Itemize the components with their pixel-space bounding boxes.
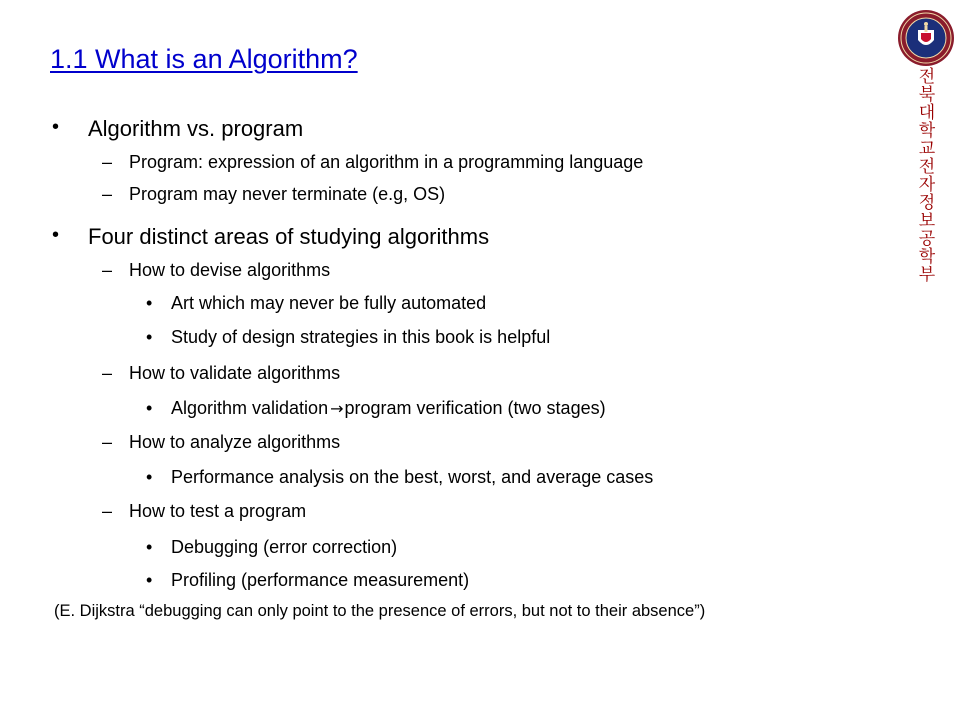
bullet-text-group	[171, 398, 606, 419]
bullet-marker: •	[52, 116, 60, 138]
bullet-text: program verification (two stages)	[344, 398, 606, 418]
bullet-marker: •	[52, 224, 60, 246]
bullet-marker: •	[146, 570, 153, 590]
bullet-text: Art which may never be fully automated	[171, 293, 487, 313]
arrow-right-icon: →	[330, 399, 344, 418]
bullet-marker: –	[102, 260, 113, 280]
bullet-text: Algorithm vs. program	[88, 116, 304, 141]
dijkstra-quote: (E. Dijkstra “debugging can only point to the presence of errors, but not to their absence”)	[54, 602, 706, 620]
bullet-text: Debugging (error correction)	[171, 537, 398, 557]
bullet-marker: –	[102, 363, 113, 383]
bullet-marker: •	[146, 327, 153, 347]
page-title: 1.1 What is an Algorithm?	[50, 44, 358, 74]
bullet-text: How to analyze algorithms	[129, 432, 341, 452]
bullet-text: Study of design strategies in this book is helpful	[171, 327, 551, 347]
bullet-text: How to devise algorithms	[129, 260, 331, 280]
bullet-text: Four distinct areas of studying algorithms	[88, 224, 490, 249]
bullet-text: Profiling (performance measurement)	[171, 570, 470, 590]
bullet-text: Algorithm validation	[171, 398, 329, 418]
bullet-text: How to test a program	[129, 501, 307, 521]
bullet-marker: •	[146, 293, 153, 313]
bullet-text: Performance analysis on the best, worst, and average cases	[171, 467, 654, 487]
bullet-text: Program may never terminate (e.g, OS)	[129, 184, 446, 204]
bullet-marker: •	[146, 398, 153, 418]
bullet-marker: –	[102, 152, 113, 172]
bullet-marker: •	[146, 467, 153, 487]
bullet-marker: •	[146, 537, 153, 557]
bullet-marker: –	[102, 432, 113, 452]
bullet-marker: –	[102, 501, 113, 521]
department-vertical-label: 전북대학교 전자정보공학부	[918, 67, 936, 285]
bullet-text: Program: expression of an algorithm in a programming language	[129, 152, 644, 172]
bullet-marker: –	[102, 184, 113, 204]
bullet-text: How to validate algorithms	[129, 363, 341, 383]
university-seal-icon	[896, 8, 956, 68]
